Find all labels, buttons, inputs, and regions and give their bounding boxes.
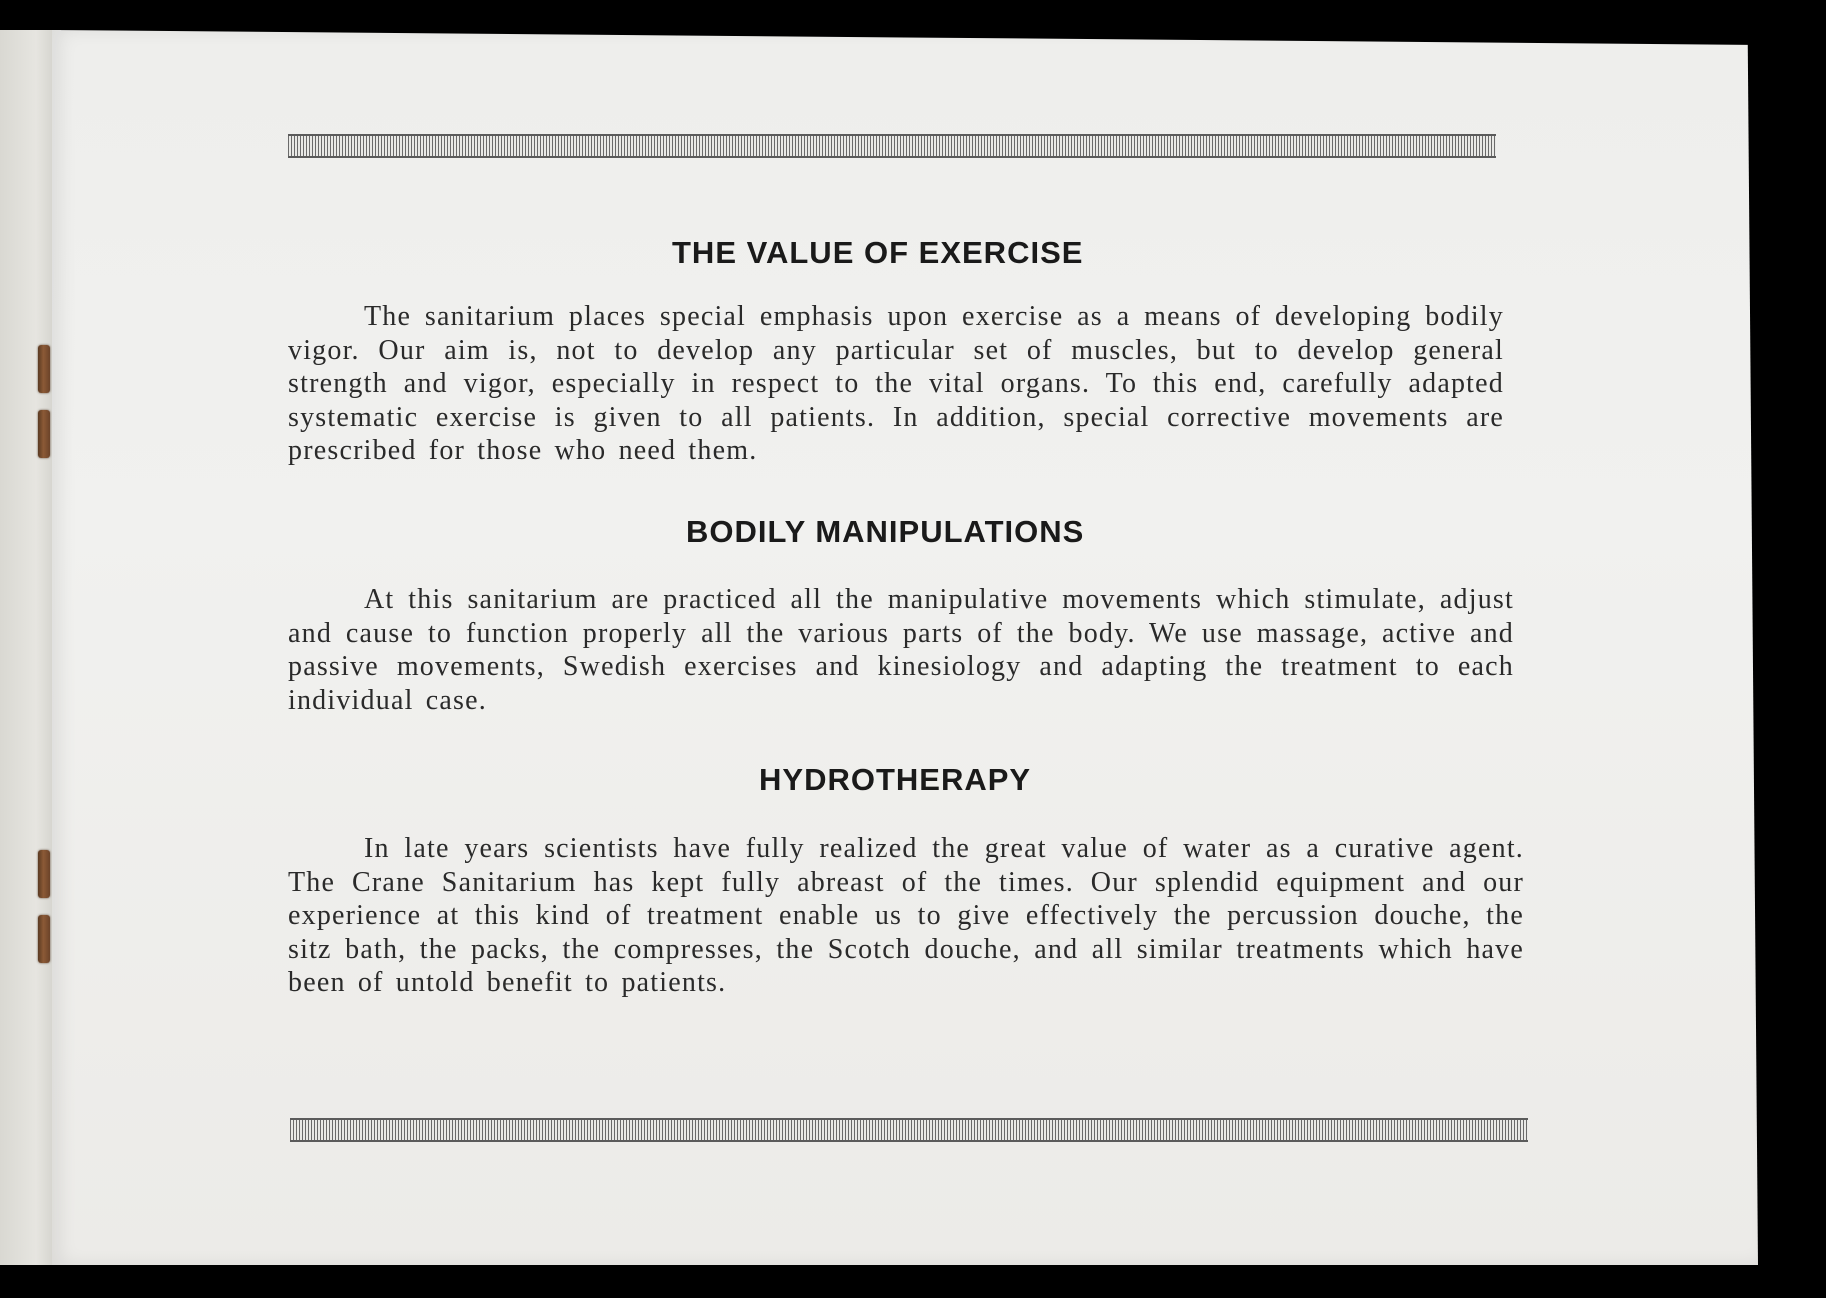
section-heading-hydrotherapy: HYDROTHERAPY [759,762,1032,797]
bottom-decorative-rule [290,1118,1528,1142]
section-body-hydrotherapy: In late years scientists have fully realized the great value of water as a curative agent. The Crane Sanitarium has kept fully abreast of the times. Our splendid equipment and our experience at this kind of treatment enable us to give effectively the percussion douche, the sitz bath, the packs, the compresses, the Scotch douche, and all similar treatments which have been of untold benefit to patients. [288,833,1524,998]
staple-bottom-lower [38,915,50,963]
staple-top-upper [38,345,50,393]
section-body-manipulations: At this sanitarium are practiced all the manipulative movements which stimulate, adjust and cause to function properly all the various parts of the body. We use massage, active and passive movements, Swedish exercises and kinesiology and adapting the treatment to each individual case. [288,584,1514,716]
section-heading-exercise: THE VALUE OF EXERCISE [672,235,1084,270]
facing-page-edge [0,30,61,1265]
section-heading-manipulations: BODILY MANIPULATIONS [686,514,1085,549]
section-body-exercise: The sanitarium places special emphasis upon exercise as a means of developing bodily vigor. Our aim is, not to develop any particular set of muscles, but to develop general strength and vigor, especially in respect to the vital organs. To this end, carefully adapted systematic exercise is given to all patients. In addition, special corrective movements are prescribed for those who need them. [288,301,1504,466]
top-decorative-rule [288,134,1496,158]
staple-bottom-upper [38,850,50,898]
staple-top-lower [38,410,50,458]
